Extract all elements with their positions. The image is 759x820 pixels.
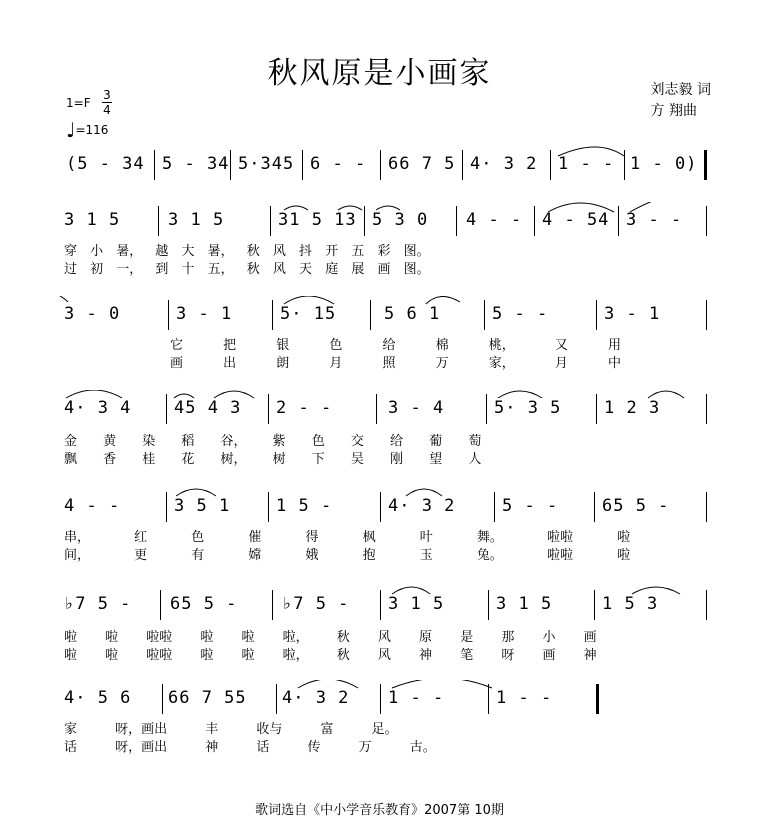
measure: 3 - 1 [176, 304, 233, 324]
measure: 66 7 5 [388, 154, 456, 174]
slur [284, 296, 334, 304]
measure: 3 1 5 [64, 210, 121, 230]
measure: 4 - - [466, 210, 523, 230]
song-title: 秋风原是小画家 [267, 56, 492, 91]
score-system-4 [58, 390, 713, 467]
bar-line [380, 684, 381, 714]
measure: 4· 3 2 [282, 688, 350, 708]
measure: 45 4 3 [174, 398, 242, 418]
lyrics-verse-2: 啦 啦 啦啦 啦 啦 啦， 秋 风 神 笔 呀 画 神 [64, 648, 597, 663]
bar-line [486, 394, 487, 424]
slur [406, 489, 442, 496]
measure: (5 - 34 [66, 154, 145, 174]
slur [426, 296, 460, 304]
staff-row [58, 586, 713, 622]
lyrics-verse-2: 话 呀，画出 神 话 传 万 古。 [64, 740, 436, 755]
bar-line [162, 684, 163, 714]
bar-line [596, 300, 597, 330]
bar-line [158, 206, 159, 236]
lyrics-verse-1: 金 黄 染 稻 谷， 紫 色 交 给 葡 萄 [64, 434, 482, 449]
bar-line [456, 206, 457, 236]
lyrics-verse-1: 啦 啦 啦啦 啦 啦 啦， 秋 风 原 是 那 小 画 [64, 630, 597, 645]
measure: 3 1 5 [168, 210, 225, 230]
slur [60, 296, 68, 302]
bar-line [488, 590, 489, 620]
measure: 1 5 3 [602, 594, 659, 614]
lyrics-verse-2: 间， 更 有 嫦 娥 抱 玉 兔。 啦啦 啦 [64, 548, 631, 563]
slur [66, 390, 122, 398]
bar-line [364, 206, 365, 236]
measure: ♭7 5 - [64, 594, 132, 614]
bar-line [376, 394, 377, 424]
bar-line [594, 590, 595, 620]
bar-line [706, 300, 707, 330]
time-signature [102, 88, 112, 117]
measure: ♭7 5 - [282, 594, 350, 614]
lyrics-verse-1: 它 把 银 色 给 棉 桃， 又 用 [170, 338, 622, 353]
bar-line [166, 394, 167, 424]
quarter-note-icon: ♩ [66, 118, 76, 142]
slur [632, 587, 680, 594]
slur [648, 391, 684, 398]
measure: 3 - - [626, 210, 683, 230]
slur [298, 680, 358, 688]
bar-line [276, 684, 277, 714]
lyrics-verse-2: 画 出 朗 月 照 万 家， 月 中 [170, 356, 622, 371]
score-system-7 [58, 680, 713, 755]
time-signature-bottom: 4 [103, 103, 111, 117]
measure: 3 - 0 [64, 304, 121, 324]
measure: 3 - 4 [388, 398, 445, 418]
lyrics-verse-2: 飘 香 桂 花 树， 树 下 吴 刚 望 人 [64, 452, 482, 467]
source-note: 歌词选自《中小学音乐教育》2007第 10期 [255, 803, 504, 818]
slur [498, 391, 542, 398]
score-system-3 [58, 296, 713, 371]
measure: 4· 3 2 [388, 496, 456, 516]
score-system-5 [58, 488, 713, 563]
slur [392, 680, 492, 688]
measure: 5 - - [492, 304, 549, 324]
measure: 1 - - [496, 688, 553, 708]
bar-line [462, 150, 463, 180]
staff-row [58, 202, 713, 238]
bar-line [706, 492, 707, 522]
bar-line [706, 394, 707, 424]
bar-line [380, 150, 381, 180]
measure: 4 - 54 [542, 210, 610, 230]
tempo-value: =116 [75, 123, 109, 137]
end-bar-line [704, 150, 707, 180]
bar-line [302, 150, 303, 180]
tempo-marking [66, 118, 108, 142]
bar-line [488, 684, 489, 714]
end-bar-line [596, 684, 599, 714]
slur-marks [58, 680, 713, 716]
measure: 1 5 - [276, 496, 333, 516]
measure: 65 5 - [602, 496, 670, 516]
measure: 66 7 55 [168, 688, 247, 708]
bar-line [594, 492, 595, 522]
measure: 5 - 34 [162, 154, 230, 174]
credits [651, 80, 711, 122]
measure: 5 3 0 [372, 210, 429, 230]
slur-marks [58, 146, 713, 182]
score-system-6 [58, 586, 713, 663]
bar-line [706, 206, 707, 236]
bar-line [166, 492, 167, 522]
bar-line [534, 206, 535, 236]
measure: 5· 15 [280, 304, 337, 324]
measure: 6 - - [310, 154, 367, 174]
key-signature: 1=F [66, 96, 91, 110]
staff-row [58, 680, 713, 716]
bar-line [272, 300, 273, 330]
lyrics-verse-1: 串， 红 色 催 得 枫 叶 舞。 啦啦 啦 [64, 530, 631, 545]
measure: 3 5 1 [174, 496, 231, 516]
slur [214, 391, 254, 398]
measure: 4 - - [64, 496, 121, 516]
measure: 5 - - [502, 496, 559, 516]
lyricist-credit: 刘志毅 词 [650, 82, 711, 98]
measure: 1 2 3 [604, 398, 661, 418]
bar-line [160, 590, 161, 620]
bar-line [624, 150, 625, 180]
staff-row [58, 488, 713, 524]
measure: 3 1 5 [496, 594, 553, 614]
measure: 4· 3 4 [64, 398, 132, 418]
measure: 3 1 5 [388, 594, 445, 614]
measure: 4· 3 2 [470, 154, 538, 174]
bar-line [380, 492, 381, 522]
bar-line [596, 394, 597, 424]
lyrics-verse-1: 穿 小 暑， 越 大 暑， 秋 风 抖 开 五 彩 图。 [64, 244, 430, 259]
measure: 5· 3 5 [494, 398, 562, 418]
measure: 3 - 1 [604, 304, 661, 324]
bar-line [168, 300, 169, 330]
slur [392, 587, 430, 594]
measure: 4· 5 6 [64, 688, 132, 708]
time-signature-top: 3 [103, 88, 111, 102]
bar-line [230, 150, 231, 180]
bar-line [380, 590, 381, 620]
score-system-1 [58, 146, 713, 182]
composer-credit: 方 翔曲 [650, 103, 697, 119]
measure: 5 6 1 [384, 304, 441, 324]
staff-row [58, 390, 713, 426]
lyrics-verse-2: 过 初 一， 到 十 五， 秋 风 天 庭 展 画 图。 [64, 262, 430, 277]
lyrics-verse-1: 家 呀，画出 丰 收与 富 足。 [64, 722, 398, 737]
bar-line [272, 590, 273, 620]
measure: 2 - - [276, 398, 333, 418]
bar-line [154, 150, 155, 180]
bar-line [484, 300, 485, 330]
staff-row [58, 146, 713, 182]
bar-line [550, 150, 551, 180]
bar-line [494, 492, 495, 522]
bar-line [268, 394, 269, 424]
bar-line [270, 206, 271, 236]
measure: 1 - - [558, 154, 615, 174]
measure: 31 5 13 [278, 210, 357, 230]
slur [176, 489, 216, 496]
measure: 65 5 - [170, 594, 238, 614]
bar-line [618, 206, 619, 236]
score-system-2 [58, 202, 713, 277]
bar-line [706, 590, 707, 620]
measure: 1 - - [388, 688, 445, 708]
measure: 1 - 0) [630, 154, 698, 174]
measure: 5·345 [238, 154, 295, 174]
bar-line [268, 492, 269, 522]
bar-line [370, 300, 371, 330]
staff-row [58, 296, 713, 332]
